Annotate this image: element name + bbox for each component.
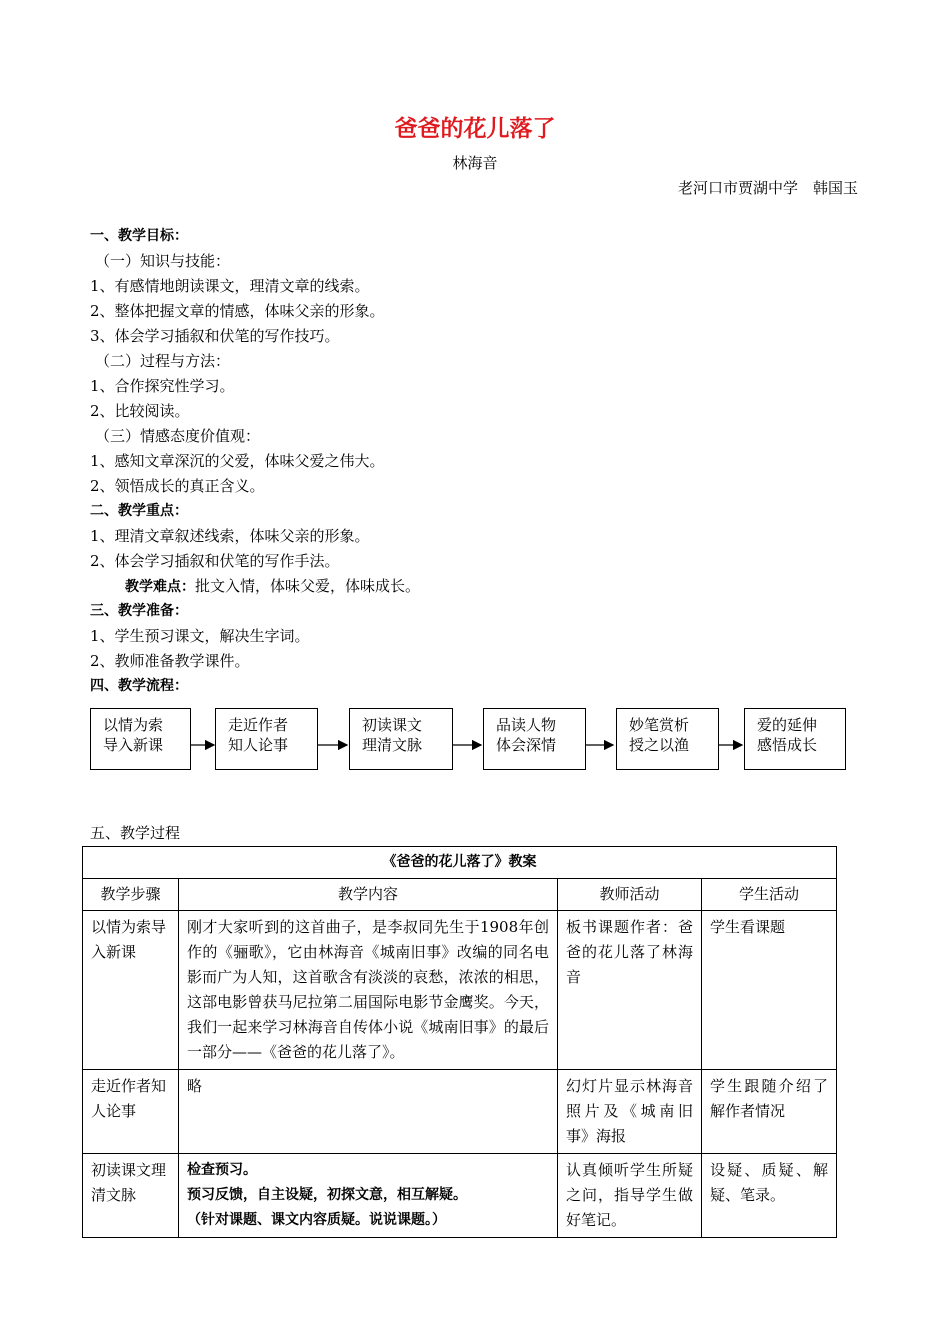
goal-item: 1、合作探究性学习。: [90, 377, 235, 395]
goals-sub-heading: （三）情感态度价值观：: [95, 427, 261, 445]
table-caption: 《爸爸的花儿落了》教案: [83, 847, 837, 879]
flow-step-text: 体会深情: [496, 736, 557, 754]
flow-step-text: 初读课文: [362, 716, 423, 734]
table-row: [83, 1154, 837, 1238]
flow-step-3: [349, 708, 453, 770]
flow-step-text: 授之以渔: [629, 736, 690, 754]
goal-item: 2、领悟成长的真正含义。: [90, 477, 265, 495]
flow-step-5: [616, 708, 719, 770]
content-cell: 刚才大家听到的这首曲子，是李叔同先生于1908年创作的《骊歌》，它由林海音《城南旧事》改编的同名电影而广为人知，这首歌含有淡淡的哀愁，浓浓的相思，这部电影曾获马尼拉第二届国际电影节金鹰奖。今天，我们一起来学习林海音自传体小说《城南旧事》的最后一部分——《爸爸的花儿落了》。: [179, 911, 558, 1070]
goals-sub-heading: （一）知识与技能：: [95, 252, 231, 270]
flow-step-text: 理清文脉: [362, 736, 423, 754]
student-cell: 学生跟随介绍了解作者情况: [702, 1070, 837, 1154]
lesson-plan-body: [90, 224, 870, 699]
difficulty-text: 批文入情，体味父爱，体味成长。: [195, 577, 421, 595]
preparation-item: 2、教师准备教学课件。: [90, 652, 250, 670]
step-cell: 初读课文理清文脉: [83, 1154, 179, 1238]
flow-step-4: [483, 708, 586, 770]
flow-step-text: 爱的延伸: [757, 716, 818, 734]
column-header: 教学内容: [179, 879, 558, 911]
flow-step-6: [744, 708, 846, 770]
teacher-cell: 幻灯片显示林海音照片及《城南旧事》海报: [558, 1070, 702, 1154]
table-row: [83, 911, 837, 1070]
column-header: 教师活动: [558, 879, 702, 911]
flow-step-text: 感悟成长: [757, 736, 818, 754]
column-header: 教学步骤: [83, 879, 179, 911]
table-header-row: [83, 879, 837, 911]
table-caption-row: [83, 847, 837, 879]
flow-step-text: 导入新课: [103, 736, 164, 754]
teacher-cell: 认真倾听学生所疑之问，指导学生做好笔记。: [558, 1154, 702, 1238]
column-header: 学生活动: [702, 879, 837, 911]
flow-step-1: [90, 708, 191, 770]
flow-heading: 四、教学流程：: [90, 678, 188, 694]
student-cell: 学生看课题: [702, 911, 837, 1070]
document-title: 爸爸的花儿落了: [394, 116, 556, 142]
key-point-item: 2、体会学习插叙和伏笔的写作手法。: [90, 552, 340, 570]
lesson-plan-table: [82, 846, 837, 1238]
goals-sub-heading: （二）过程与方法：: [95, 352, 231, 370]
key-points-heading: 二、教学重点：: [90, 503, 188, 519]
step-cell: 以情为索导入新课: [83, 911, 179, 1070]
flow-step-text: 妙笔赏析: [629, 716, 690, 734]
goal-item: 1、有感情地朗读课文，理清文章的线索。: [90, 277, 370, 295]
goal-item: 1、感知文章深沉的父爱，体味父爱之伟大。: [90, 452, 385, 470]
flow-step-text: 以情为索: [103, 716, 164, 734]
preparation-item: 1、学生预习课文，解决生字词。: [90, 627, 310, 645]
goals-heading: 一、教学目标：: [90, 228, 188, 244]
content-line: 预习反馈，自主设疑，初探文意，相互解疑。: [187, 1187, 467, 1203]
flow-step-text: 走近作者: [228, 716, 289, 734]
preparation-heading: 三、教学准备：: [90, 603, 188, 619]
table-row: [83, 1070, 837, 1154]
school-teacher: 老河口市贾湖中学 韩国玉: [677, 179, 858, 197]
flow-step-2: [215, 708, 318, 770]
content-cell: 略: [179, 1070, 558, 1154]
process-heading: 五、教学过程: [90, 824, 181, 842]
teacher-cell: 板书课题作者：爸爸的花儿落了林海音: [558, 911, 702, 1070]
key-point-item: 1、理清文章叙述线索，体味父亲的形象。: [90, 527, 370, 545]
step-cell: 走近作者知人论事: [83, 1070, 179, 1154]
flow-step-text: 知人论事: [228, 736, 289, 754]
goal-item: 3、体会学习插叙和伏笔的写作技巧。: [90, 327, 340, 345]
author-name: 林海音: [452, 154, 498, 172]
content-cell: [179, 1154, 558, 1238]
content-line: （针对课题、课文内容质疑。说说课题。）: [187, 1212, 446, 1228]
student-cell: 设疑、质疑、解疑、笔录。: [702, 1154, 837, 1238]
goal-item: 2、整体把握文章的情感，体味父亲的形象。: [90, 302, 385, 320]
flow-step-text: 品读人物: [496, 716, 557, 734]
goal-item: 2、比较阅读。: [90, 402, 190, 420]
difficulty-line: [90, 574, 870, 599]
content-line: 检查预习。: [187, 1162, 257, 1178]
difficulty-label: 教学难点：: [125, 579, 195, 595]
